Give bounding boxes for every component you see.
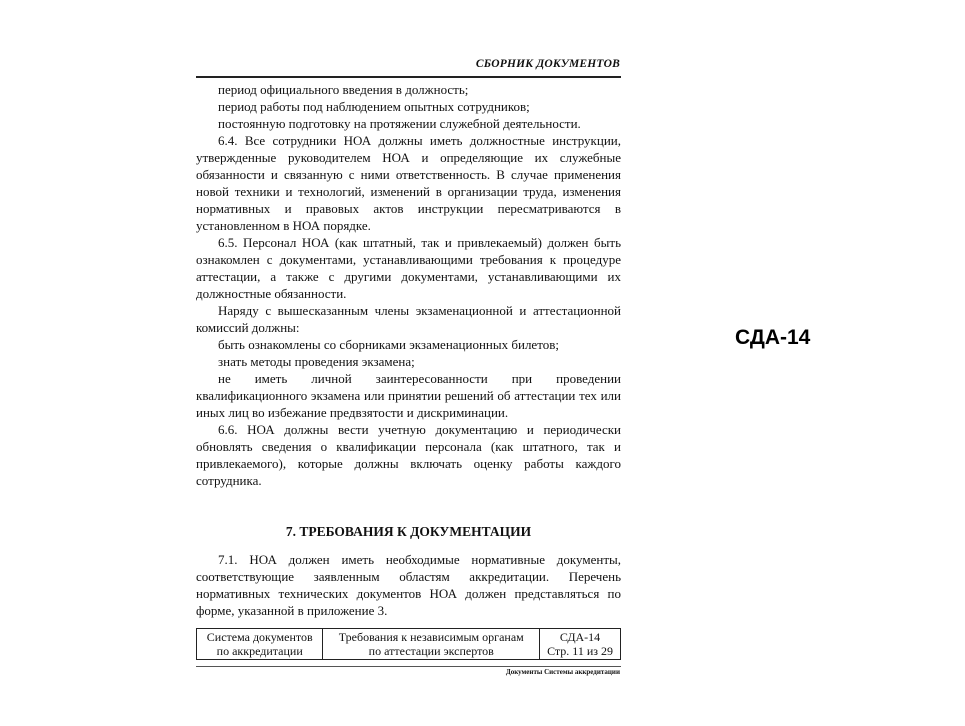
header-rule xyxy=(196,76,621,78)
side-label: СДА-14 xyxy=(735,326,811,349)
section-title: 7. ТРЕБОВАНИЯ К ДОКУМЕНТАЦИИ xyxy=(285,524,532,539)
paragraph: 6.6. НОА должны вести учетную документацию и периодически обновлять сведения о квалификации персонала (как штатного, так и привлекаемого), которые должны включать оценку работы каждого сотрудника. xyxy=(196,422,621,488)
paragraph: постоянную подготовку на протяжении служебной деятельности. xyxy=(218,116,581,131)
paragraph: период работы под наблюдением опытных сотрудников; xyxy=(218,99,530,114)
footer-table xyxy=(196,628,621,660)
paragraph: 6.4. Все сотрудники НОА должны иметь должностные инструкции, утвержденные руководителем НОА и определяющие их служебные обязанности и связанную с ними ответственность. В случае применения новой техники и технологий, изменений в организации труда, изменения нормативных и правовых актов инструкции пересматриваются в установленном в НОА порядке. xyxy=(196,133,621,233)
running-head: СБОРНИК ДОКУМЕНТОВ xyxy=(475,58,620,70)
footer-rule xyxy=(196,666,621,667)
body-text xyxy=(196,81,621,489)
footer-cell-code xyxy=(540,629,621,660)
document-page xyxy=(196,54,626,684)
paragraph: 7.1. НОА должен иметь необходимые нормативные документы, соответствующие заявленным областям аккредитации. Перечень нормативных технических документов НОА должен представляться по форме, указанной в приложение 3. xyxy=(196,552,621,618)
paragraph: знать методы проведения экзамена; xyxy=(218,354,415,369)
footer-text: по аттестации экспертов xyxy=(368,644,494,658)
paragraph: не иметь личной заинтересованности при проведении квалификационного экзамена или принятии решений об аттестации тех или иных лиц во избежание предвзятости и дискриминации. xyxy=(196,371,621,420)
footer-text: по аккредитации xyxy=(216,644,303,658)
footer-caption: Документы Системы аккредитации xyxy=(505,668,620,676)
paragraph: 6.5. Персонал НОА (как штатный, так и привлекаемый) должен быть ознакомлен с документами, устанавливающими требования к процедуре аттестации, а также с другими документами, устанавливающими их должностные обязанности. xyxy=(196,235,621,301)
paragraph: период официального введения в должность; xyxy=(218,82,469,97)
footer-row xyxy=(197,629,621,660)
footer-text: Система документов xyxy=(206,630,313,644)
paragraph: быть ознакомлены со сборниками экзаменационных билетов; xyxy=(218,337,559,352)
footer-text: СДА-14 xyxy=(559,630,601,644)
section-text xyxy=(196,551,621,619)
footer-cell-system xyxy=(197,629,323,660)
footer-text: Требования к независимым органам xyxy=(338,630,524,644)
footer-text: Стр. 11 из 29 xyxy=(547,644,614,658)
footer-cell-title xyxy=(323,629,540,660)
paragraph: Наряду с вышесказанным члены экзаменационной и аттестационной комиссий должны: xyxy=(196,303,621,335)
